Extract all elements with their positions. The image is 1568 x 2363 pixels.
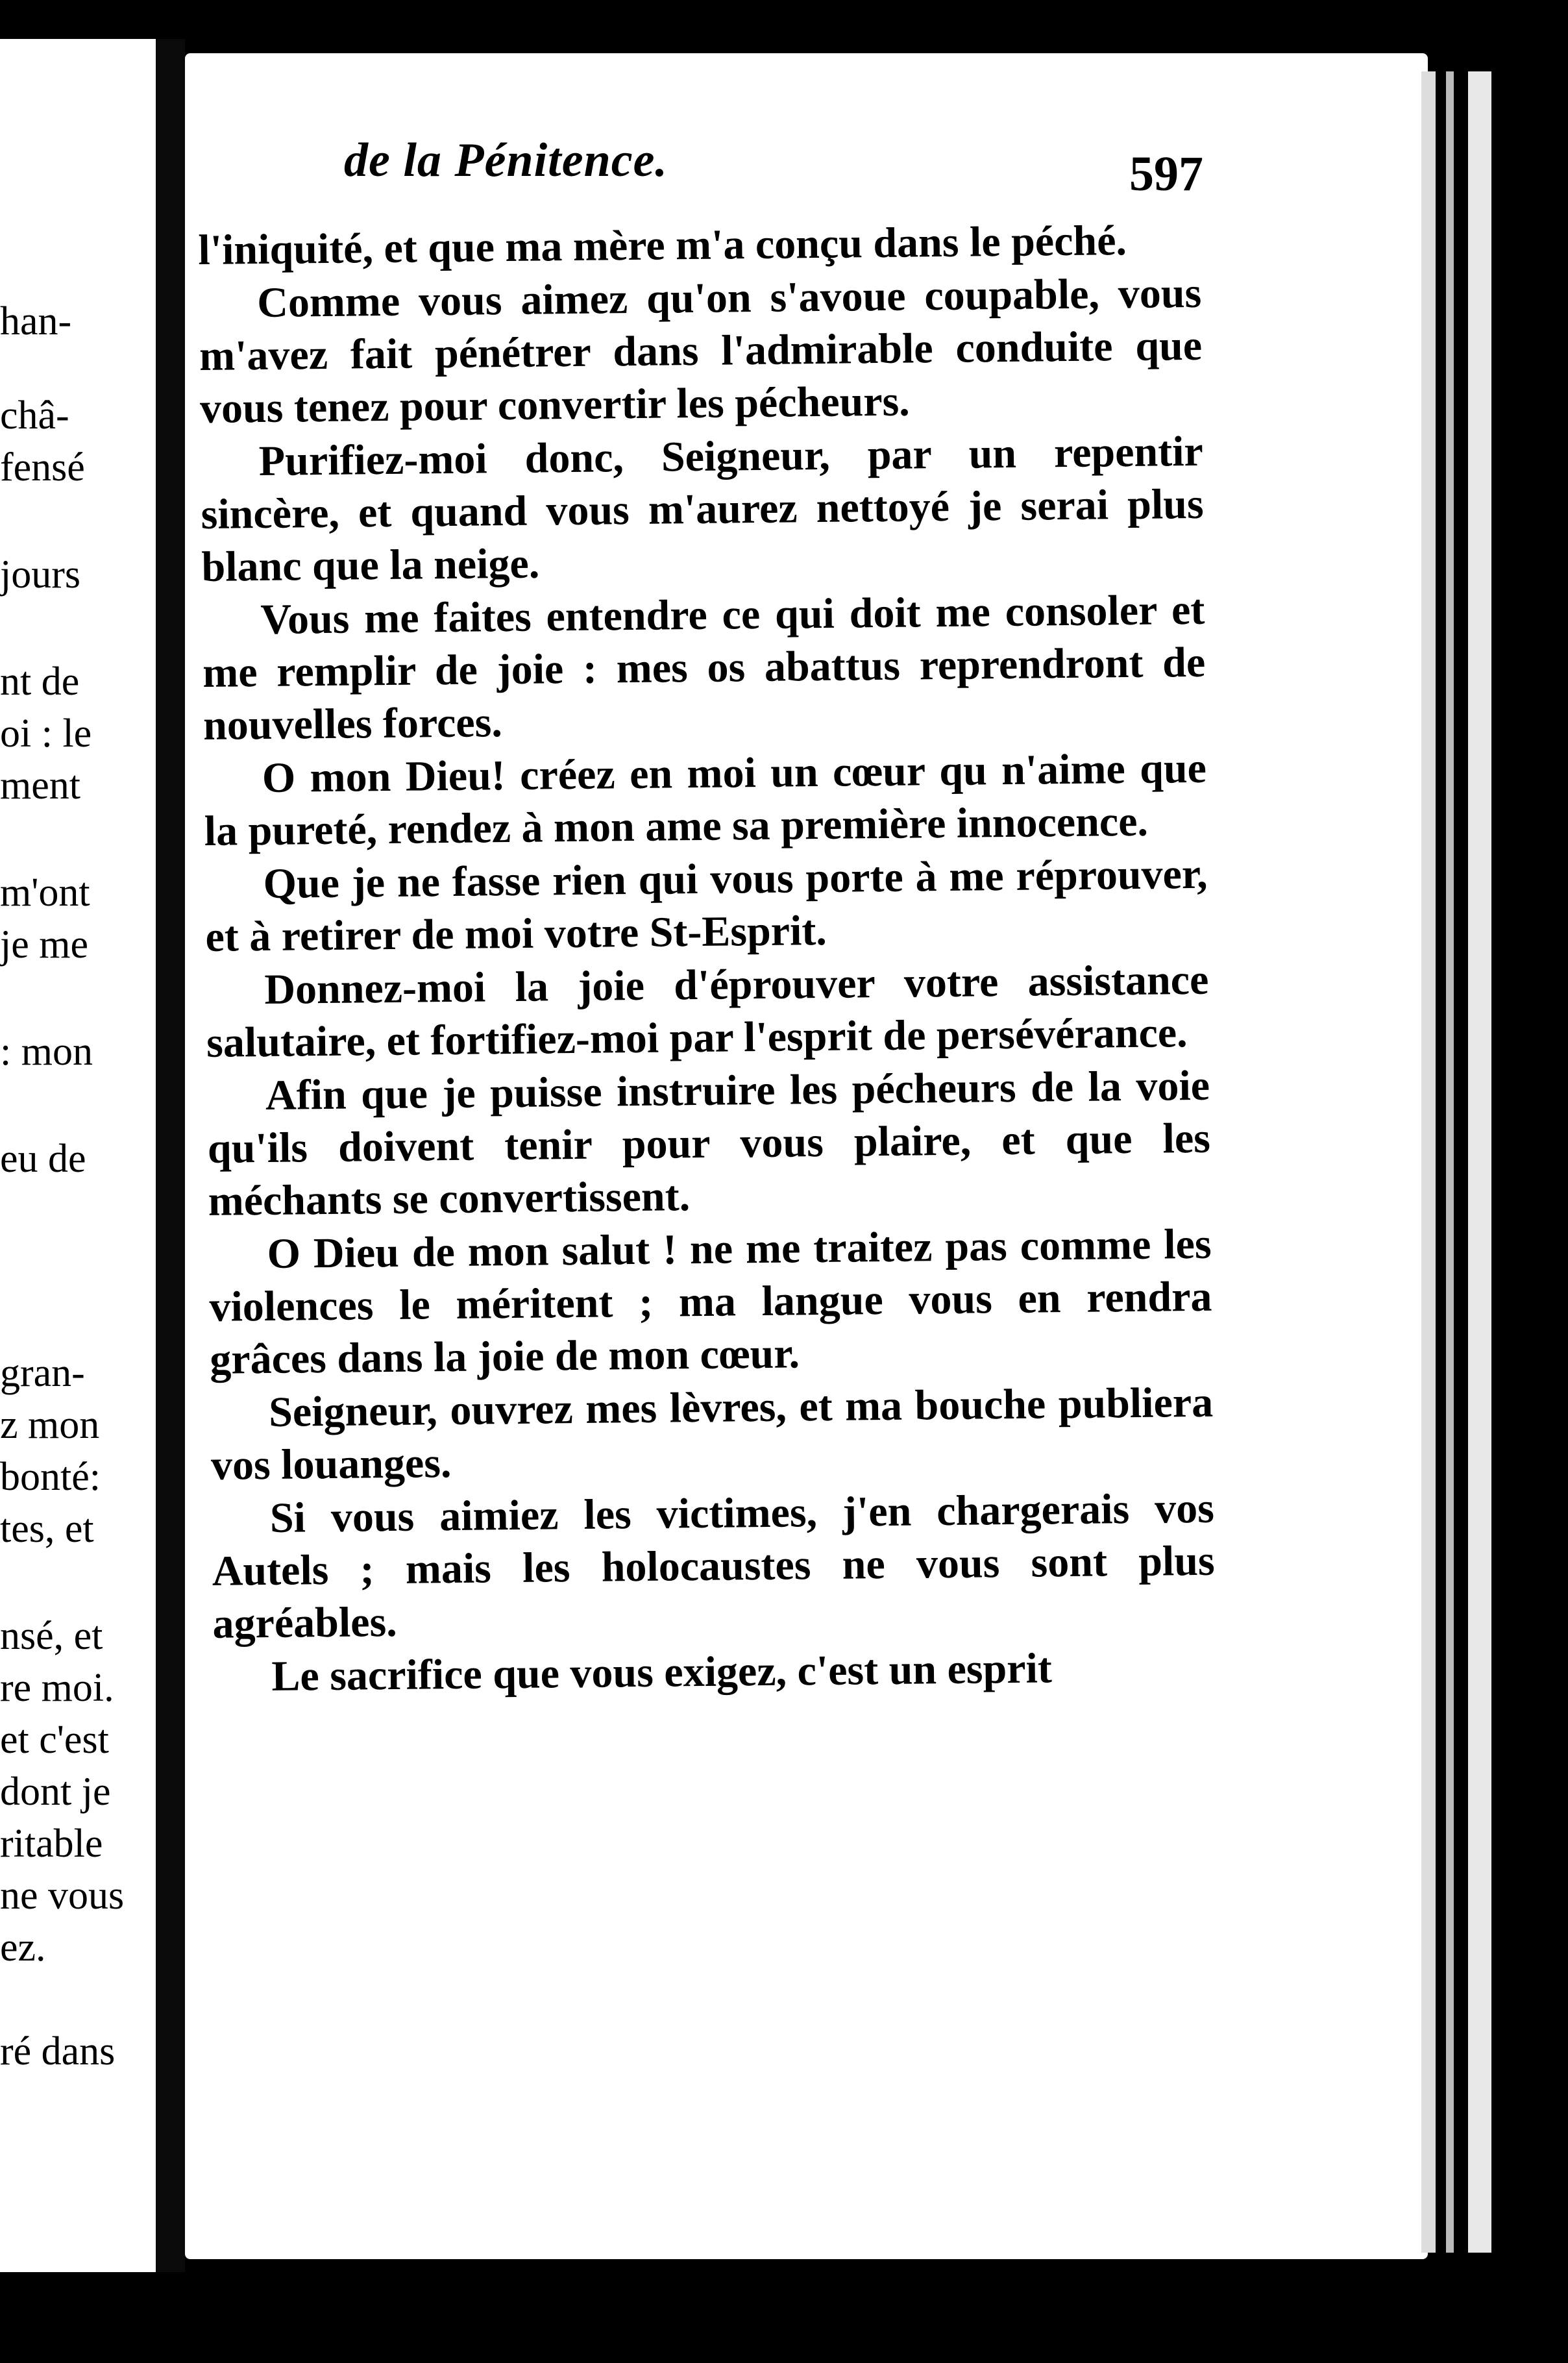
facing-page-line: eu de bbox=[0, 1137, 86, 1181]
facing-page-line: je me bbox=[0, 922, 88, 967]
paragraph: Que je ne fasse rien qui vous porte à me réprouver, et à retirer de moi votre St-Esprit. bbox=[205, 850, 1208, 961]
paragraph: Si vous aimiez les victimes, j'en chargerais vos Autels ; mais les holocaustes ne vous sont plus agréables. bbox=[212, 1484, 1216, 1648]
paragraph: Vous me faites entendre ce qui doit me consoler et me remplir de joie : mes os abattus reprendront de nouvelles forces. bbox=[202, 586, 1206, 749]
book-gutter bbox=[156, 39, 185, 2272]
facing-page-line: ez. bbox=[0, 1925, 46, 1970]
facing-page-line: et c'est bbox=[0, 1718, 109, 1762]
facing-page-line: bonté: bbox=[0, 1455, 101, 1499]
paragraph: O Dieu de mon salut ! ne me traitez pas comme les violences le méritent ; ma langue vous en rendra grâces dans la joie de mon cœur. bbox=[209, 1220, 1212, 1383]
facing-page-line: ment bbox=[0, 763, 80, 808]
facing-page-line: fensé bbox=[0, 445, 85, 489]
page-edge bbox=[1468, 71, 1491, 2253]
paragraph: l'iniquité, et que ma mère m'a conçu dans le péché. bbox=[198, 217, 1127, 274]
paragraph: Afin que je puisse instruire les pécheurs de la voie qu'ils doivent tenir pour vous plaire, et que les méchants se convertissent. bbox=[207, 1061, 1211, 1225]
paragraph: Donnez-moi la joie d'éprouver votre assistance salutaire, et fortifiez-moi par l'esprit de persévérance. bbox=[206, 956, 1209, 1067]
page-edge bbox=[1446, 71, 1454, 2253]
page-number: 597 bbox=[1129, 147, 1203, 201]
paragraph: Le sacrifice que vous exigez, c'est un esprit bbox=[271, 1644, 1053, 1700]
running-title: de la Pénitence. bbox=[344, 134, 668, 187]
page-body bbox=[198, 214, 1216, 1704]
facing-page-line: re moi. bbox=[0, 1666, 114, 1710]
facing-page-line: : mon bbox=[0, 1030, 93, 1074]
page-edge bbox=[1421, 71, 1436, 2253]
facing-page-line: châ- bbox=[0, 393, 69, 438]
facing-page-line: jours bbox=[0, 552, 80, 597]
facing-page-line: ritable bbox=[0, 1822, 103, 1866]
facing-page-line: oi : le bbox=[0, 711, 92, 756]
facing-page-line: ne vous bbox=[0, 1874, 125, 1918]
facing-page-line: nt de bbox=[0, 660, 80, 704]
facing-page-line: gran- bbox=[0, 1351, 85, 1395]
facing-page-line: z mon bbox=[0, 1403, 100, 1447]
paragraph: Seigneur, ouvrez mes lèvres, et ma bouche publiera vos louanges. bbox=[210, 1378, 1214, 1489]
paragraph: O mon Dieu! créez en moi un cœur qu n'aime que la pureté, rendez à mon ame sa première innocence. bbox=[204, 744, 1207, 855]
facing-page-line: han- bbox=[0, 299, 72, 343]
paragraph: Comme vous aimez qu'on s'avoue coupable, vous m'avez fait pénétrer dans l'admirable conduite que vous tenez pour convertir les pécheurs. bbox=[199, 269, 1203, 432]
paragraph: Purifiez-moi donc, Seigneur, par un repentir sincère, et quand vous m'aurez nettoyé je serai plus blanc que la neige. bbox=[201, 427, 1204, 591]
facing-page-line: m'ont bbox=[0, 871, 90, 915]
facing-page-line: dont je bbox=[0, 1770, 111, 1814]
facing-page-line: ré dans bbox=[0, 2029, 116, 2073]
facing-page bbox=[0, 39, 156, 2272]
facing-page-line: nsé, et bbox=[0, 1614, 103, 1658]
facing-page-line: tes, et bbox=[0, 1507, 94, 1551]
